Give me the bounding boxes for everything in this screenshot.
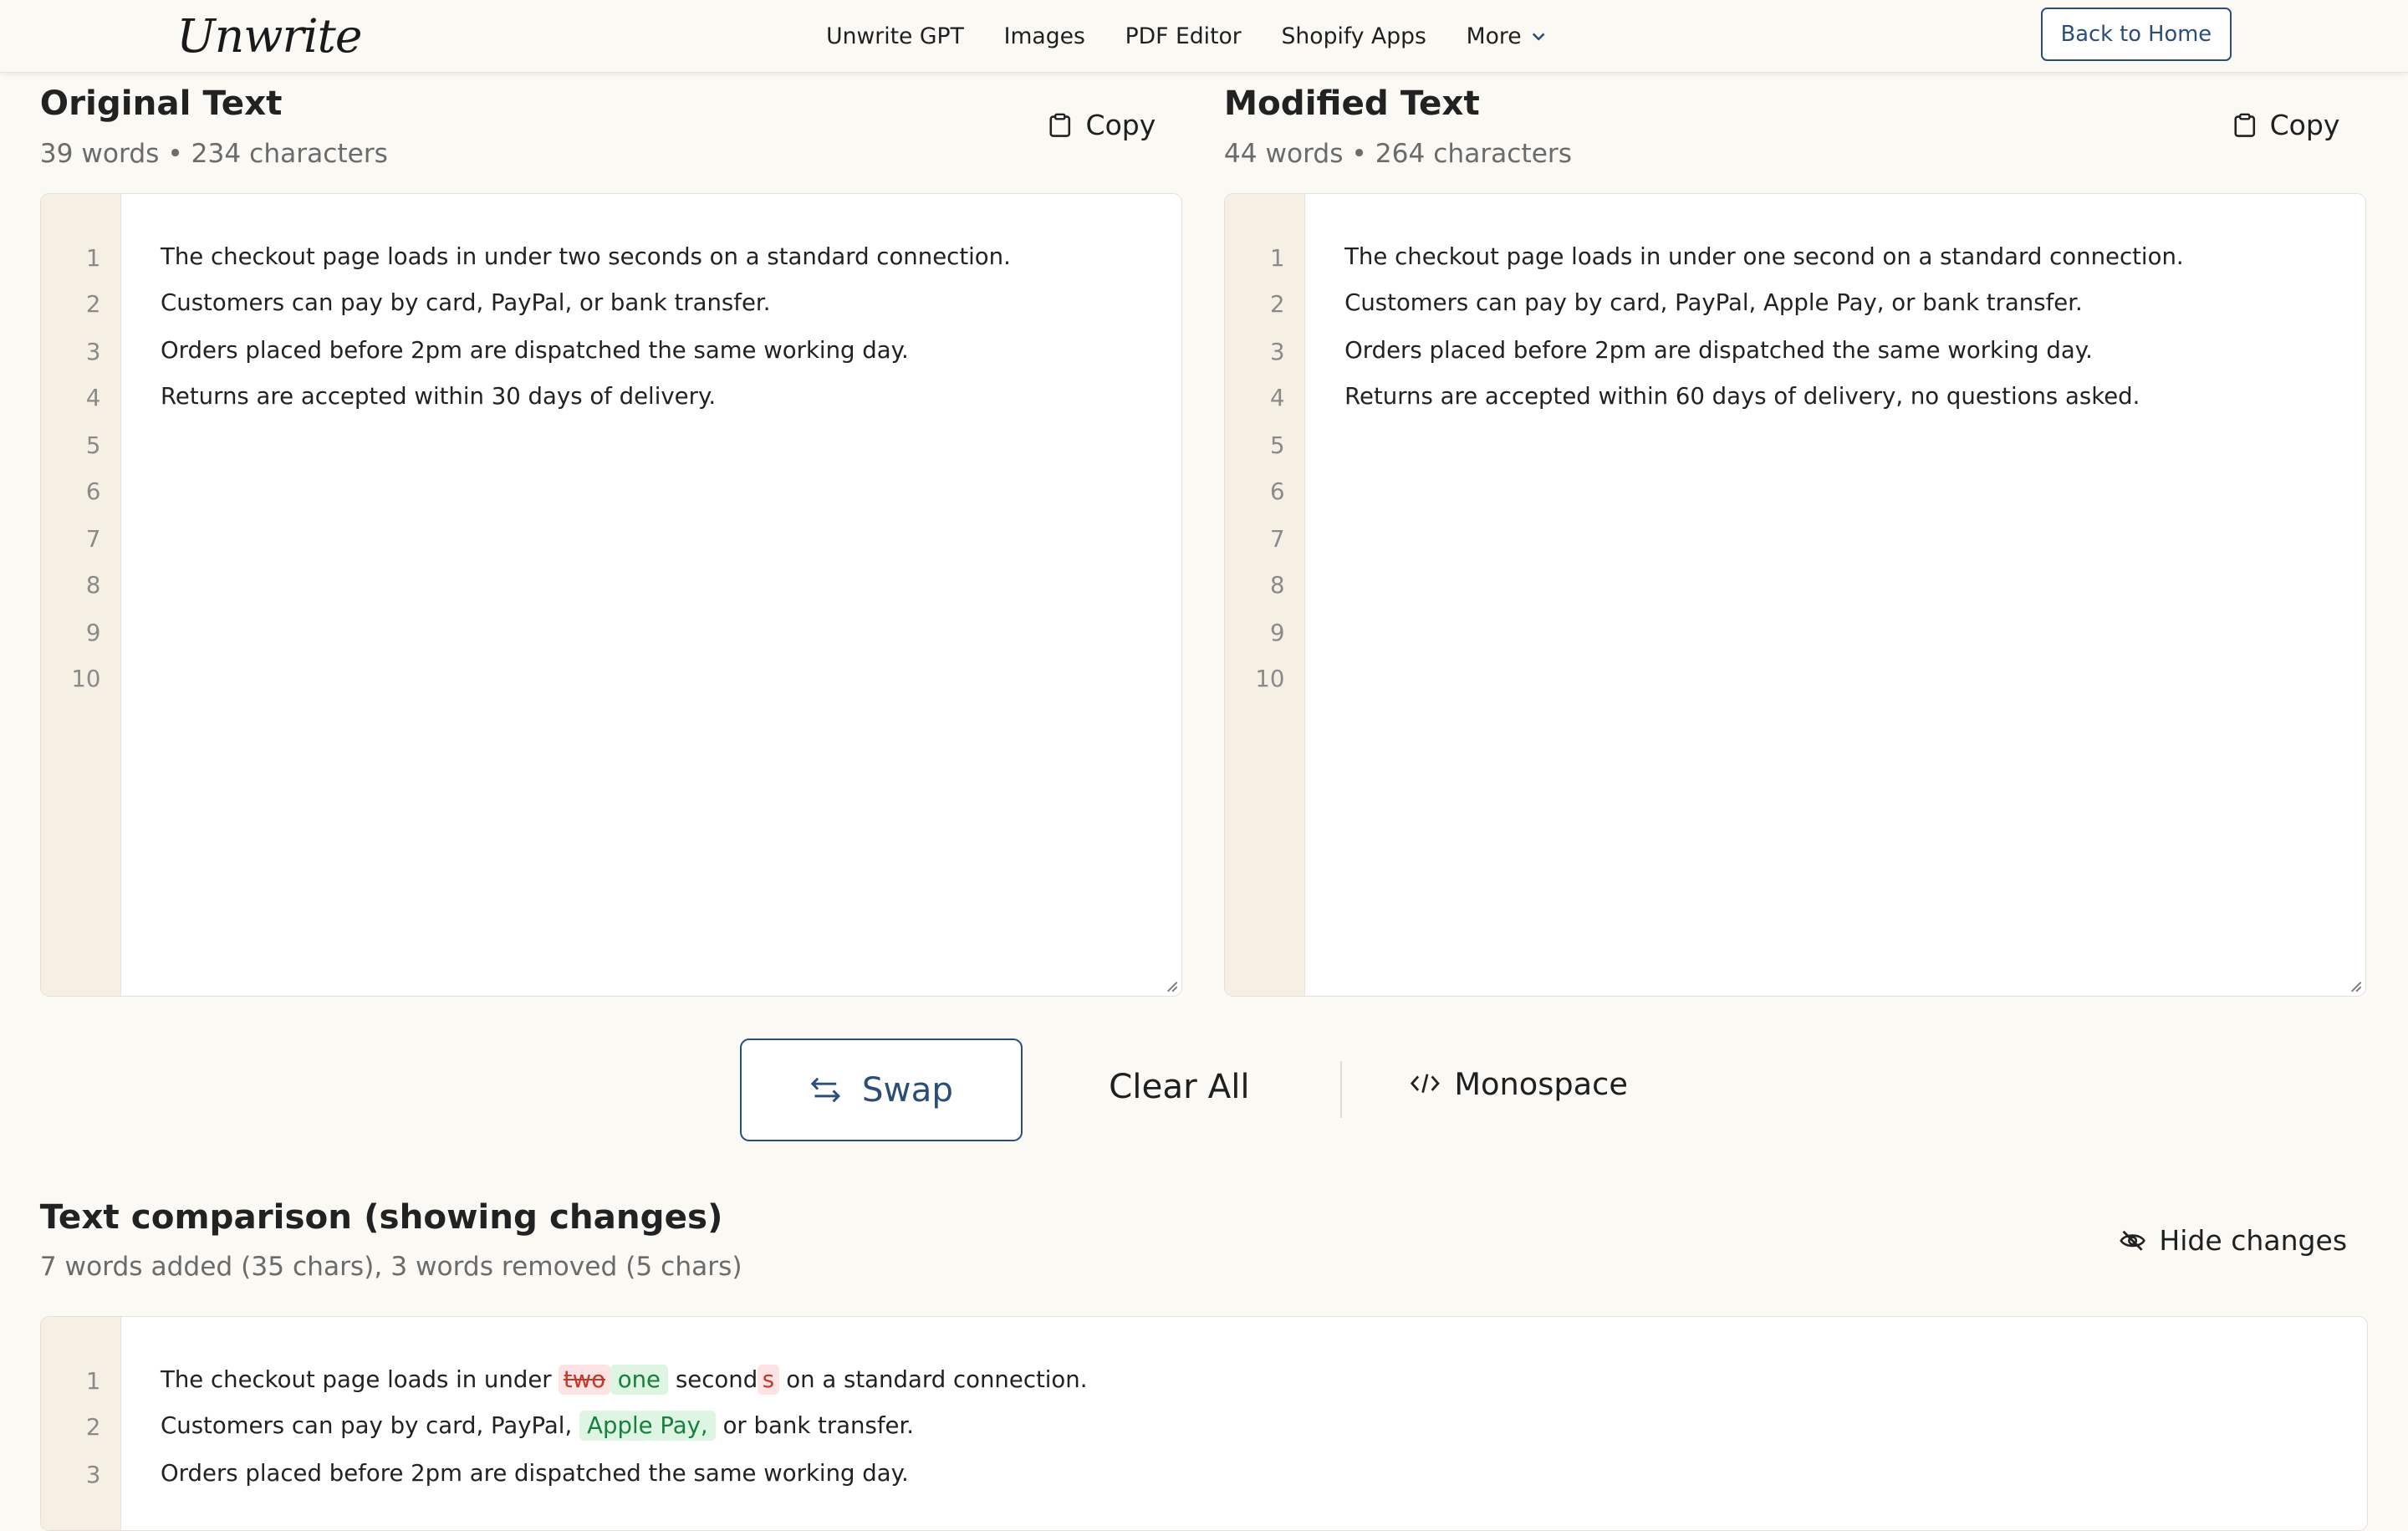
original-line-gutter xyxy=(41,194,122,996)
code-icon xyxy=(1410,1071,1441,1095)
line-number: 1 xyxy=(85,1367,101,1395)
line-number: 7 xyxy=(1269,526,1285,554)
clear-all-button[interactable]: Clear All xyxy=(1109,1065,1250,1106)
original-line: The checkout page loads in under two seconds on a standard connection. xyxy=(161,243,1011,271)
line-number: 1 xyxy=(1269,245,1285,273)
diff-text: The checkout page loads in under xyxy=(161,1365,559,1393)
toolbar-divider xyxy=(1340,1061,1342,1118)
copy-modified-button[interactable] xyxy=(2233,109,2340,141)
comparison-summary: 7 words added (35 chars), 3 words removed (5 chars) xyxy=(39,1251,742,1282)
nav-more-dropdown[interactable] xyxy=(1467,23,1546,49)
chevron-down-icon xyxy=(1531,28,1546,43)
main-nav xyxy=(826,23,1546,49)
nav-shopify-apps[interactable]: Shopify Apps xyxy=(1281,23,1426,49)
line-number: 2 xyxy=(1269,291,1285,319)
comparison-line-gutter xyxy=(41,1317,122,1530)
line-number: 7 xyxy=(85,526,101,554)
line-number: 6 xyxy=(85,478,101,506)
original-line: Returns are accepted within 30 days of delivery. xyxy=(161,383,717,411)
diff-text: or bank transfer. xyxy=(715,1411,915,1439)
diff-removed: two xyxy=(559,1365,610,1395)
copy-original-button[interactable] xyxy=(1048,109,1156,141)
clipboard-icon xyxy=(2233,113,2257,137)
modified-line: Customers can pay by card, PayPal, Apple Pay, or bank transfer. xyxy=(1344,289,2083,317)
hide-changes-button[interactable] xyxy=(2120,1224,2347,1257)
line-number: 8 xyxy=(85,572,101,600)
nav-unwrite-gpt[interactable]: Unwrite GPT xyxy=(826,23,964,49)
hide-changes-label: Hide changes xyxy=(2159,1223,2348,1257)
diff-text: Customers can pay by card, PayPal, xyxy=(161,1411,579,1439)
modified-line: The checkout page loads in under one second on a standard connection. xyxy=(1344,243,2184,271)
diff-line: Orders placed before 2pm are dispatched the same working day. xyxy=(161,1459,909,1487)
line-number: 10 xyxy=(1255,666,1285,693)
diff-line xyxy=(161,1366,1087,1393)
swap-button[interactable] xyxy=(740,1039,1023,1141)
diff-text: on a standard connection. xyxy=(778,1365,1088,1393)
diff-line xyxy=(161,1412,914,1439)
original-text-editor[interactable] xyxy=(40,193,1183,997)
monospace-label: Monospace xyxy=(1454,1065,1628,1102)
line-number: 9 xyxy=(1269,620,1285,647)
original-line: Customers can pay by card, PayPal, or bank transfer. xyxy=(161,289,771,317)
line-number: 6 xyxy=(1269,478,1285,506)
line-number: 9 xyxy=(85,620,101,647)
top-navigation-bar xyxy=(0,0,2408,73)
modified-title: Modified Text xyxy=(1223,83,1480,124)
diff-text: second xyxy=(675,1365,758,1393)
nav-pdf-editor[interactable]: PDF Editor xyxy=(1125,23,1242,49)
line-number: 3 xyxy=(1269,339,1285,366)
line-number: 2 xyxy=(85,1413,101,1441)
original-stats: 39 words • 234 characters xyxy=(39,138,388,169)
line-number: 5 xyxy=(1269,432,1285,460)
diff-removed: s xyxy=(758,1365,778,1395)
line-number: 4 xyxy=(1269,385,1285,412)
nav-more-label: More xyxy=(1466,23,1522,49)
comparison-title: Text comparison (showing changes) xyxy=(39,1196,723,1237)
line-number: 2 xyxy=(85,291,101,319)
original-line: Orders placed before 2pm are dispatched the same working day. xyxy=(161,337,909,365)
modified-line-gutter xyxy=(1225,194,1306,996)
back-to-home-button[interactable]: Back to Home xyxy=(2041,8,2232,61)
modified-stats: 44 words • 264 characters xyxy=(1223,138,1573,169)
line-number: 3 xyxy=(85,1461,101,1488)
line-number: 3 xyxy=(85,339,101,366)
swap-arrows-icon xyxy=(810,1076,841,1104)
monospace-toggle[interactable] xyxy=(1410,1066,1628,1102)
nav-images[interactable]: Images xyxy=(1003,23,1085,49)
clipboard-icon xyxy=(1048,113,1072,137)
logo[interactable]: Unwrite xyxy=(176,9,362,64)
diff-added: Apple Pay, xyxy=(579,1411,716,1441)
original-title: Original Text xyxy=(39,83,283,124)
copy-original-label: Copy xyxy=(1085,109,1156,142)
resize-handle-icon[interactable] xyxy=(1165,979,1179,993)
line-number: 4 xyxy=(85,385,101,412)
line-number: 1 xyxy=(85,245,101,273)
modified-line: Orders placed before 2pm are dispatched the same working day. xyxy=(1344,337,2093,365)
copy-modified-label: Copy xyxy=(2269,109,2340,142)
line-number: 5 xyxy=(85,432,101,460)
modified-pane-header xyxy=(1224,83,1572,168)
modified-text-editor[interactable] xyxy=(1224,193,2367,997)
original-pane-header xyxy=(40,83,388,168)
diff-added: one xyxy=(610,1365,669,1395)
comparison-diff-view xyxy=(40,1316,2368,1531)
swap-label: Swap xyxy=(861,1069,953,1110)
resize-handle-icon[interactable] xyxy=(2349,979,2363,993)
modified-line: Returns are accepted within 60 days of delivery, no questions asked. xyxy=(1344,383,2140,411)
line-number: 10 xyxy=(71,666,101,693)
line-number: 8 xyxy=(1269,572,1285,600)
eye-off-icon xyxy=(2120,1229,2145,1253)
